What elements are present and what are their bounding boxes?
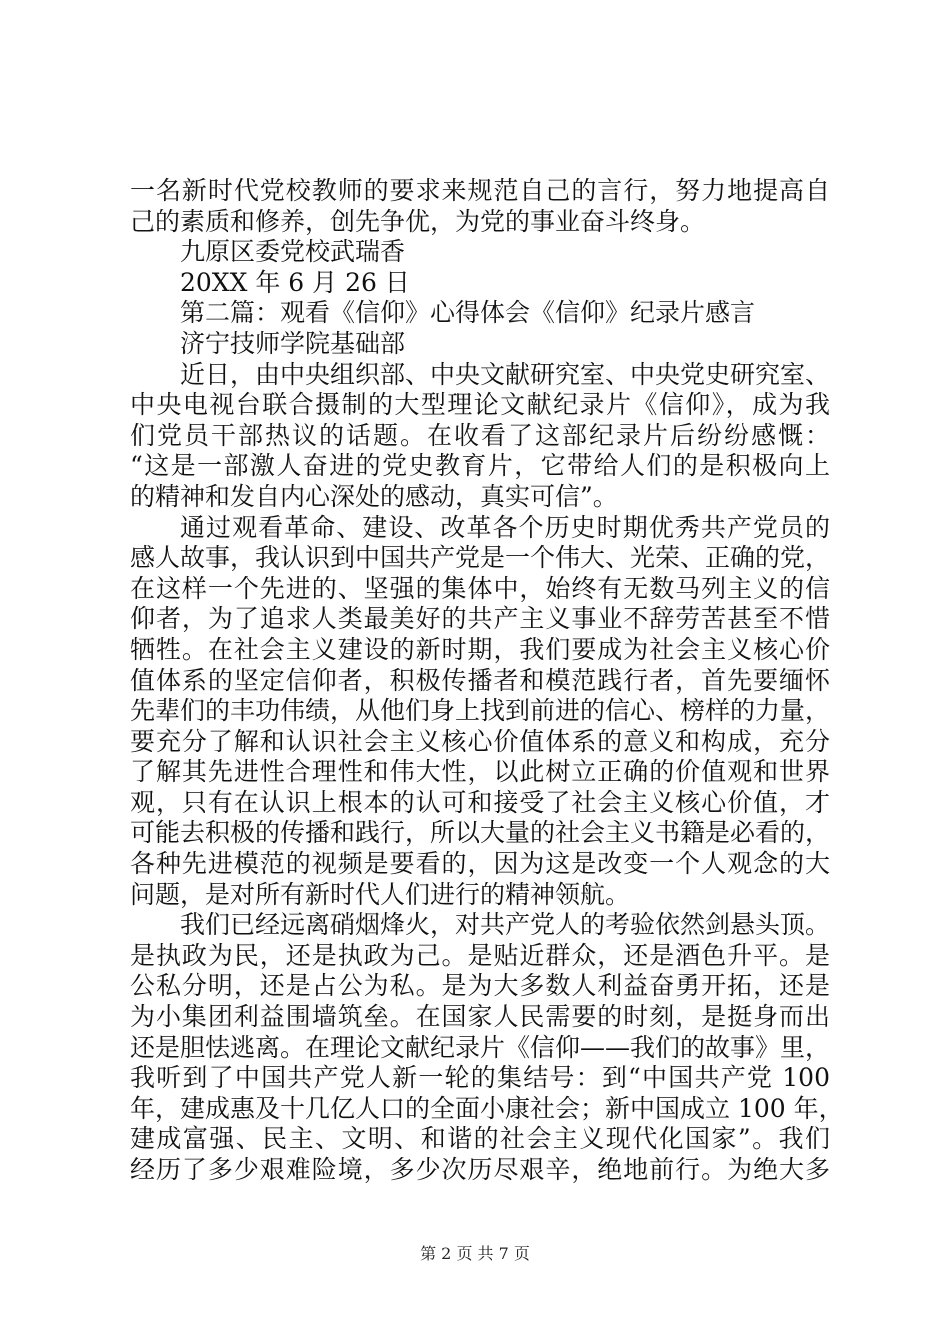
text-line: 经历了多少艰难险境，多少次历尽艰辛，绝地前行。为绝大多 xyxy=(130,1155,830,1184)
text-line: 了解其先进性合理性和伟大性，以此树立正确的价值观和世界 xyxy=(130,757,830,787)
text-line: 感人故事，我认识到中国共产党是一个伟大、光荣、正确的党， xyxy=(130,543,831,573)
affiliation-line: 济宁技师学院基础部 xyxy=(180,328,406,358)
text-line: 先辈们的丰功伟绩，从他们身上找到前进的信心、榜样的力量， xyxy=(130,696,831,726)
text-line: 为小集团利益围墙筑垒。在国家人民需要的时刻，是挺身而出 xyxy=(130,1002,830,1032)
text-line: 我听到了中国共产党人新一轮的集结号：到“中国共产党 100 xyxy=(130,1063,830,1093)
section-heading: 第二篇：观看《信仰》心得体会《信仰》纪录片感言 xyxy=(180,298,756,328)
text-line: 年，建成惠及十几亿人口的全面小康社会；新中国成立 100 年， xyxy=(130,1093,844,1123)
text-line: 中央电视台联合摄制的大型理论文献纪录片《信仰》，成为我 xyxy=(130,390,830,420)
text-line: 我们已经远离硝烟烽火，对共产党人的考验依然剑悬头顶。 xyxy=(180,910,831,940)
text-line: 观，只有在认识上根本的认可和接受了社会主义核心价值，才 xyxy=(130,787,830,817)
text-line: 是执政为民，还是执政为己。是贴近群众，还是酒色升平。是 xyxy=(130,940,830,970)
text-line: 牺牲。在社会主义建设的新时期，我们要成为社会主义核心价 xyxy=(130,634,830,664)
text-line: 通过观看革命、建设、改革各个历史时期优秀共产党员的 xyxy=(180,512,830,542)
text-line: “这是一部激人奋进的党史教育片，它带给人们的是积极向上 xyxy=(130,451,830,481)
text-line: 各种先进模范的视频是要看的，因为这是改变一个人观念的大 xyxy=(130,849,830,879)
text-line: 的精神和发自内心深处的感动，真实可信”。 xyxy=(130,481,618,511)
text-line: 还是胆怯逃离。在理论文献纪录片《信仰——我们的故事》里， xyxy=(130,1032,831,1062)
date-line: 20XX 年 6 月 26 日 xyxy=(180,267,410,297)
text-line: 问题，是对所有新时代人们进行的精神领航。 xyxy=(130,879,631,909)
text-line: 要充分了解和认识社会主义核心价值体系的意义和构成，充分 xyxy=(130,726,830,756)
text-line: 公私分明，还是占公为私。是为大多数人利益奋勇开拓，还是 xyxy=(130,971,830,1001)
page-number-footer: 第 2 页 共 7 页 xyxy=(420,1244,530,1263)
text-line: 在这样一个先进的、坚强的集体中，始终有无数马列主义的信 xyxy=(130,573,830,603)
text-line: 们党员干部热议的话题。在收看了这部纪录片后纷纷感慨： xyxy=(130,420,830,450)
text-line: 建成富强、民主、文明、和谐的社会主义现代化国家”。我们 xyxy=(130,1124,830,1154)
text-line: 己的素质和修养，创先争优，为党的事业奋斗终身。 xyxy=(130,206,706,236)
document-body xyxy=(130,176,844,1186)
author-line: 九原区委党校武瑞香 xyxy=(180,237,406,267)
text-line: 一名新时代党校教师的要求来规范自己的言行，努力地提高自 xyxy=(130,176,830,205)
text-line: 值体系的坚定信仰者，积极传播者和模范践行者，首先要缅怀 xyxy=(130,665,830,695)
text-line: 可能去积极的传播和践行，所以大量的社会主义书籍是必看的， xyxy=(130,818,831,848)
text-line: 仰者，为了追求人类最美好的共产主义事业不辞劳苦甚至不惜 xyxy=(130,604,830,634)
text-line: 近日，由中央组织部、中央文献研究室、中央党史研究室、 xyxy=(180,359,831,389)
